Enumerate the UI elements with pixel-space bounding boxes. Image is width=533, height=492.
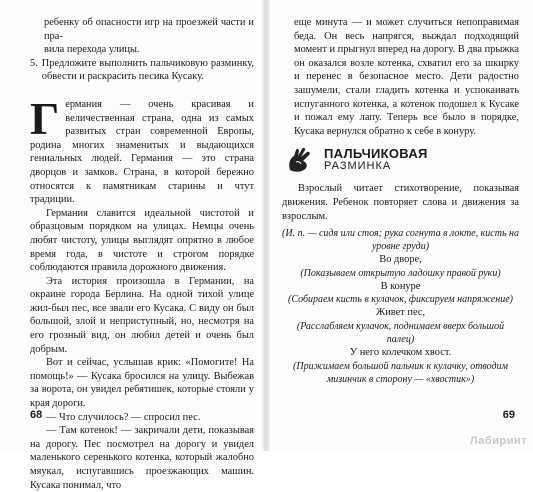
dialog-line-1: — Что случилось? — спросил пес. <box>46 411 201 423</box>
verse-line-1: Во дворе, <box>379 254 422 266</box>
action-line-1: (Показываем открытую ладошку правой руки) <box>300 267 501 279</box>
story-paragraph-3: Эта история произошла в Германии, на окраине города Берлина. На одной тихой улице жил-был пес, все звали его Кусака. С виду он был большой, злой и неприступный, но, несмотря на его грозный вид, он любил детей и очень был добрым. <box>30 275 254 355</box>
page-number-left: 68 <box>30 409 43 422</box>
hand-icon <box>284 146 318 174</box>
action-line-2: (Собираем кисть в кулачок, фиксируем напряжение) <box>288 294 513 306</box>
dialog-line-2: — Там котенок! — закричали дети, показывая на дорогу. Пес посмотрел на дорогу и увидел маленького серенького котенка, который жалобно мяукал, испугавшись проезжающих машин. Кусака понимал, что <box>30 425 254 491</box>
watermark-logo: Лабиринт <box>469 435 527 447</box>
left-page <box>0 0 264 491</box>
story-paragraph-1: ермания — очень красивая и величественная страна, одна из самых развитых стран современной Европы, родина многих знаменитых и выдающихся гениальных людей. Германия — это страна дворцов и замков. Страна, в которой бережно относятся к памятникам старины и чтут традиции. <box>30 98 254 206</box>
instruction-text: Взрослый читает стихотворение, показывая движения. Ребенок повторяет слова и движения за взрослым. <box>282 183 519 222</box>
intro-line-1: ребенку об опасности игр на проезжей части и пра- <box>44 17 254 42</box>
intro-line-2: вила перехода улицы. <box>44 44 140 56</box>
list-number: 5. <box>30 57 38 69</box>
page-number-right: 69 <box>502 409 515 422</box>
verse-line-3: Живет пес, <box>375 307 426 319</box>
action-line-4: (Прижимаем большой пальчик к кулачку, отводим мизинчик в сторону — «хвостик») <box>293 360 508 385</box>
story-paragraph-2: Германия славится идеальной чистотой и образцовым порядком на улицах. Немцы очень любят чистоту, улицы выглядят опрятно в любое время года, в чистоте и строгом порядке соблюдаются правила дорожного движения. <box>30 207 254 274</box>
right-page <box>268 0 533 451</box>
list-item-5 <box>30 57 254 84</box>
action-line-3: (Расслабляем кулачок, поднимаем вверх большой палец) <box>296 320 505 345</box>
story-block <box>30 92 254 492</box>
list-item-text: Предложите выполнить пальчиковую разминку, обвести и раскрасить песика Кусаку. <box>41 57 254 83</box>
verse-line-2: В конуре <box>380 280 421 292</box>
story-paragraph-4: Вот и сейчас, услышав крик: «Помогите! На помощь!» — Кусака бросился на улицу. Выбежав за ворота, он увидел ребятишек, которые стояли у края дороги. <box>30 357 254 410</box>
story-continuation: еще минута — и может случиться непоправимая беда. Он весь напрягся, выждал подходящий момент и прыгнул вперед на дорогу. В два прыжка он оказался возле котенка, схватил его за шкирку и перенес в безопасное место. Дети радостно зашумели, стали гладить котенка и успокаивать испуганного котенка, а котенок подошел к Кусаке и пожал ему лапу. Теперь все было в порядке, Кусака вернулся обратно к себе в конуру. <box>294 17 519 137</box>
heading-subtitle: РАЗМИНКА <box>324 160 392 173</box>
start-position: (И. п. — сидя или стоя; рука согнута в локте, кисть на уровне груди) <box>282 228 519 253</box>
verse-line-4: У него колечком хвост. <box>349 346 452 358</box>
heading-title: ПАЛЬЧИКОВАЯ <box>324 146 428 162</box>
section-heading <box>284 146 519 174</box>
drop-cap: Г <box>30 92 60 144</box>
